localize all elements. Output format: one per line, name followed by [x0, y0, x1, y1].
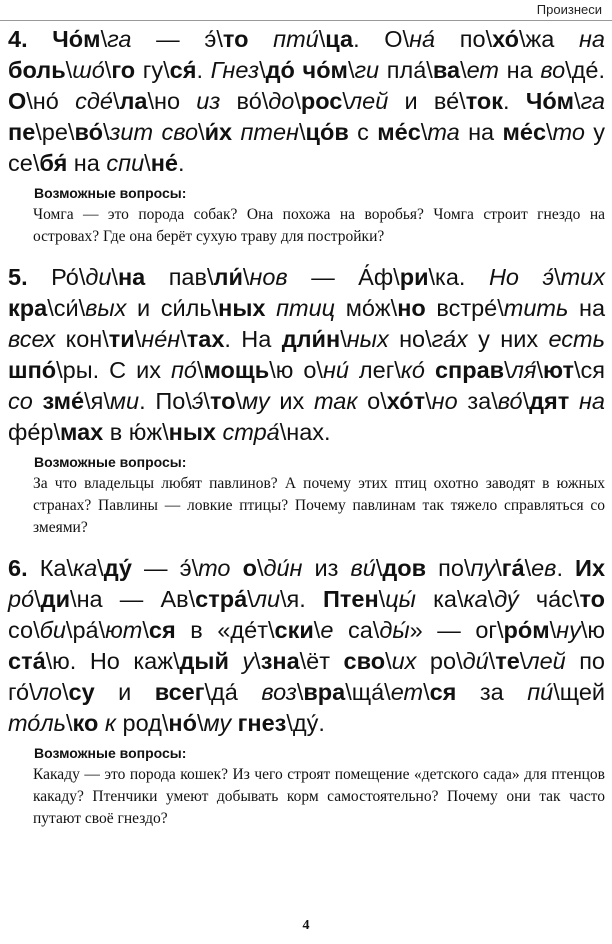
exercise-4 [8, 24, 605, 248]
text-segment: \ [519, 648, 527, 674]
text-segment: \ся [573, 357, 605, 383]
reduced-syllable: но [431, 388, 458, 414]
text-segment: на [67, 150, 107, 176]
reduced-syllable: би [39, 617, 66, 643]
text-segment: » — ог\ [409, 617, 504, 643]
stressed-syllable: О [8, 88, 27, 114]
reduced-syllable: му [203, 710, 232, 736]
text-segment: \ [134, 326, 142, 352]
text-segment: \ду́. [286, 710, 325, 736]
text-segment: на [459, 119, 503, 145]
text-segment: \ [294, 88, 301, 114]
reduced-syllable: э́ [191, 388, 204, 414]
exercise-number: 4. [8, 26, 28, 52]
stressed-syllable: ди [40, 586, 71, 612]
text-segment: \ [347, 57, 355, 83]
text-segment: из [302, 555, 351, 581]
text-segment: во́\ [220, 88, 269, 114]
text-segment: \ [340, 326, 347, 352]
text-segment: \ [487, 586, 495, 612]
text-segment: ча́с\ [518, 586, 580, 612]
text-segment: \де́. [565, 57, 606, 83]
text-segment: \ [112, 88, 120, 114]
text-segment: \ [546, 119, 553, 145]
text-segment: с [348, 119, 378, 145]
reduced-syllable: во [540, 57, 566, 83]
text-segment: \ [242, 264, 250, 290]
text-segment [295, 57, 303, 83]
reduced-syllable: на [578, 388, 605, 414]
reduced-syllable: шо́ [72, 57, 105, 83]
text-segment: их [269, 388, 314, 414]
questions-text: За что владельцы любят павлинов? А почему этих птиц охотно заводят в южных странах? Павлины — ловкие птицы? Почему павлинам так тяжело справляться со змеями? [33, 475, 605, 536]
text-segment: — э́\ [131, 26, 223, 52]
exercise-body [8, 264, 605, 445]
stressed-syllable: кра [8, 295, 48, 321]
text-segment [231, 555, 243, 581]
reduced-syllable: ро́ [8, 586, 35, 612]
text-segment: и ве́\ [388, 88, 466, 114]
reduced-syllable: до [268, 88, 295, 114]
text-segment: \ [198, 119, 205, 145]
reduced-syllable: ми [109, 388, 140, 414]
text-segment: \ [378, 586, 386, 612]
text-segment: \ю. Но каж\ [45, 648, 180, 674]
reduced-syllable: то [552, 119, 585, 145]
text-segment: \ [342, 88, 349, 114]
stressed-syllable: то [222, 26, 249, 52]
reduced-syllable: пу [470, 555, 496, 581]
text-segment: . [177, 150, 185, 176]
reduced-syllable: во́ [497, 388, 523, 414]
reduced-syllable: есть [548, 326, 605, 352]
reduced-syllable: зит [109, 119, 154, 145]
page-content [8, 24, 605, 830]
text-segment [33, 388, 43, 414]
text-segment: \нах. [279, 419, 331, 445]
stressed-syllable: хо́т [386, 388, 426, 414]
reduced-syllable: пи́ [527, 679, 554, 705]
text-segment: \ [574, 88, 581, 114]
stressed-syllable: те [495, 648, 520, 674]
text-segment: \ [104, 57, 112, 83]
text-segment: \ [61, 679, 69, 705]
reduced-syllable: ка [463, 586, 488, 612]
text-segment: \ [298, 119, 306, 145]
exercise-body [8, 26, 605, 176]
text-segment: \ [549, 617, 557, 643]
text-segment: \но [147, 88, 197, 114]
text-segment: за [456, 679, 528, 705]
stressed-syllable: о [242, 555, 257, 581]
text-segment: \ [522, 388, 530, 414]
text-segment: на [498, 57, 541, 83]
reduced-syllable: нов [249, 264, 288, 290]
exercise-5 [8, 262, 605, 539]
text-segment: \ [385, 648, 392, 674]
exercise-text [8, 553, 605, 739]
text-segment: по\ [435, 26, 493, 52]
stressed-syllable: зме́ [42, 388, 85, 414]
running-header: Произнеси [536, 2, 602, 17]
stressed-syllable: ме́с [502, 119, 547, 145]
text-segment: \да́ [204, 679, 262, 705]
reduced-syllable: ет [390, 679, 424, 705]
text-segment: по го́\ [8, 648, 606, 705]
text-segment: \жа [518, 26, 579, 52]
text-segment: пав\ [145, 264, 214, 290]
stressed-syllable: но [397, 295, 426, 321]
text-segment: . О\ [353, 26, 410, 52]
stressed-syllable: Чо́м [525, 88, 575, 114]
text-segment: \на — Ав\ [70, 586, 196, 612]
text-segment: в «де́т\ [175, 617, 275, 643]
reduced-syllable: спи [106, 150, 145, 176]
reduced-syllable: на [578, 26, 605, 52]
text-segment: — э́\ [131, 555, 199, 581]
text-segment: в ю́ж\ [103, 419, 169, 445]
reduced-syllable: е [320, 617, 334, 643]
reduced-syllable: ка [72, 555, 98, 581]
reduced-syllable: ко́ [400, 357, 425, 383]
stressed-syllable: дов [382, 555, 427, 581]
stressed-syllable: ти [108, 326, 135, 352]
reduced-syllable: всех [8, 326, 56, 352]
text-segment: и си́ль\ [126, 295, 219, 321]
stressed-syllable: хо́ [492, 26, 519, 52]
reduced-syllable: на́ [409, 26, 436, 52]
reduced-syllable: их [391, 648, 417, 674]
reduced-syllable: тих [560, 264, 605, 290]
text-segment: кон\ [55, 326, 109, 352]
exercise-number: 6. [8, 555, 28, 581]
text-segment: по\ [426, 555, 471, 581]
text-segment: . По\ [139, 388, 192, 414]
reduced-syllable: цы́ [385, 586, 416, 612]
stressed-syllable: мощь [203, 357, 270, 383]
text-segment: \ры. С их [56, 357, 171, 383]
exercise-text [8, 262, 605, 448]
text-segment: пла́\ [379, 57, 433, 83]
text-segment: \щей [553, 679, 606, 705]
text-segment: \ре\ [35, 119, 75, 145]
stressed-syllable: то [209, 388, 236, 414]
text-segment: \ёт [299, 648, 344, 674]
text-segment: \ [65, 57, 73, 83]
stressed-syllable: не́ [150, 150, 178, 176]
reduced-syllable: сде́ [75, 88, 113, 114]
reduced-syllable: у [242, 648, 255, 674]
text-segment: \ [460, 57, 467, 83]
text-segment: \ [504, 357, 511, 383]
reduced-syllable: ди [85, 264, 112, 290]
text-segment: \ [254, 648, 261, 674]
text-segment: за\ [457, 388, 498, 414]
reduced-syllable: пти́ [273, 26, 319, 52]
reduced-syllable: ну [556, 617, 581, 643]
reduced-syllable: ду́ [494, 586, 519, 612]
reduced-syllable: лей [348, 88, 389, 114]
exercise-body [8, 555, 605, 736]
reduced-syllable: стра́ [222, 419, 280, 445]
text-segment [265, 295, 276, 321]
header-rule [0, 20, 612, 21]
text-segment: \ [524, 555, 532, 581]
stressed-syllable: всег [154, 679, 205, 705]
stressed-syllable: ных [168, 419, 216, 445]
stressed-syllable: на [117, 264, 146, 290]
stressed-syllable: пе [8, 119, 36, 145]
stressed-syllable: стра́ [195, 586, 248, 612]
stressed-syllable: ся [148, 617, 176, 643]
text-segment: \ [536, 357, 543, 383]
text-segment [569, 388, 579, 414]
text-segment: лег\ [348, 357, 401, 383]
text-segment: \ [259, 57, 266, 83]
text-segment: \ [102, 119, 110, 145]
reduced-syllable: ля́ [510, 357, 537, 383]
reduced-syllable: ло [35, 679, 62, 705]
stressed-syllable: ва [432, 57, 461, 83]
reduced-syllable: по́ [170, 357, 197, 383]
reduced-syllable: воз [261, 679, 297, 705]
reduced-syllable: ют [105, 617, 143, 643]
text-segment: \ [235, 388, 243, 414]
text-segment: гу\ [135, 57, 170, 83]
stressed-syllable: чо́м [302, 57, 348, 83]
questions-text: Какаду — это порода кошек? Из чего строят помещение «детского сада» для птенцов какаду? Птенчики умеют добывать корм самостоятельно? Почему они так часто путают своё гнездо? [33, 766, 605, 827]
text-segment: \ща́\ [345, 679, 391, 705]
stressed-syllable: Птен [322, 586, 379, 612]
text-segment: \ [203, 388, 210, 414]
stressed-syllable: то [579, 586, 606, 612]
exercise-number: 5. [8, 264, 28, 290]
exercise-6 [8, 553, 605, 830]
text-segment: \ [144, 150, 151, 176]
stressed-syllable: бя́ [39, 150, 68, 176]
text-segment: \ [318, 26, 326, 52]
reduced-syllable: ды́ [379, 617, 410, 643]
reduced-syllable: му [242, 388, 270, 414]
text-segment: но\ [388, 326, 432, 352]
reduced-syllable: ных [346, 326, 389, 352]
stressed-syllable: тах [186, 326, 225, 352]
reduced-syllable: со [8, 388, 33, 414]
text-segment: у се\ [8, 119, 606, 176]
reduced-syllable: тить [503, 295, 569, 321]
stressed-syllable: боль [8, 57, 66, 83]
text-segment: ка\ [415, 586, 464, 612]
text-segment: \си́\ [47, 295, 86, 321]
text-segment: са\ [333, 617, 380, 643]
text-segment [519, 264, 543, 290]
stressed-syllable: шпо́ [8, 357, 57, 383]
text-segment: встре́\ [425, 295, 504, 321]
reduced-syllable: то [198, 555, 231, 581]
text-segment: \ [196, 357, 204, 383]
exercise-text [8, 24, 605, 179]
stressed-syllable: Чо́м [52, 26, 101, 52]
reduced-syllable: Но [488, 264, 519, 290]
text-segment: \ [488, 648, 496, 674]
reduced-syllable: э́ [542, 264, 555, 290]
text-segment: мо́ж\ [335, 295, 398, 321]
text-segment: . [556, 555, 576, 581]
reduced-syllable: ет [466, 57, 499, 83]
stressed-syllable: и́х [204, 119, 233, 145]
text-segment: — А́ф\ [287, 264, 400, 290]
reduced-syllable: так [313, 388, 358, 414]
stressed-syllable: рос [300, 88, 343, 114]
stressed-syllable: ся́ [169, 57, 197, 83]
text-segment: о\ [357, 388, 387, 414]
stressed-syllable: дли́н [281, 326, 341, 352]
stressed-syllable: ся [429, 679, 457, 705]
stressed-syllable: Их [575, 555, 606, 581]
text-segment: \ю [580, 617, 605, 643]
stressed-syllable: га́ [501, 555, 525, 581]
questions-text: Чомга — это порода собак? Она похожа на воробья? Чомга строит гнездо на островах? Где она берёт сухую траву для постройки? [33, 206, 605, 245]
stressed-syllable: ко [72, 710, 99, 736]
stressed-syllable: цо́в [305, 119, 349, 145]
text-segment: \ [111, 264, 118, 290]
stressed-syllable: го [111, 57, 136, 83]
text-segment: Ро́\ [51, 264, 86, 290]
reduced-syllable: ги [354, 57, 380, 83]
text-segment: и [94, 679, 155, 705]
text-segment: \я. [280, 586, 323, 612]
text-segment [248, 26, 273, 52]
reduced-syllable: га [580, 88, 606, 114]
reduced-syllable: ви́ [350, 555, 376, 581]
text-segment: \ка. [428, 264, 489, 290]
text-segment: \ [180, 326, 187, 352]
stressed-syllable: гнез [237, 710, 287, 736]
reduced-syllable: птиц [276, 295, 336, 321]
text-segment: \ [142, 617, 149, 643]
text-segment: \ра́\ [65, 617, 106, 643]
stressed-syllable: сво [343, 648, 386, 674]
text-segment: \ [34, 586, 41, 612]
text-segment: . [196, 57, 211, 83]
reduced-syllable: из [196, 88, 221, 114]
reduced-syllable: птен [240, 119, 299, 145]
text-segment: . На [224, 326, 282, 352]
text-segment [425, 357, 435, 383]
text-segment: \ [554, 264, 561, 290]
text-segment: \ [100, 26, 108, 52]
text-segment: \ [313, 617, 321, 643]
stressed-syllable: ют [542, 357, 574, 383]
reduced-syllable: ев [531, 555, 557, 581]
stressed-syllable: до́ [265, 57, 295, 83]
text-segment: род\ [115, 710, 169, 736]
stressed-syllable: ла [119, 88, 148, 114]
reduced-syllable: не́н [141, 326, 181, 352]
reduced-syllable: ли [253, 586, 281, 612]
text-segment: \ [375, 555, 383, 581]
stressed-syllable: зна [260, 648, 300, 674]
reduced-syllable: к [104, 710, 116, 736]
text-segment: \ю о\ [269, 357, 323, 383]
text-segment: \ [256, 555, 264, 581]
stressed-syllable: мах [60, 419, 104, 445]
text-segment: со\ [8, 617, 40, 643]
questions-heading: Возможные вопросы: [34, 745, 187, 761]
text-segment: \но́ [26, 88, 76, 114]
text-segment: \ [296, 679, 304, 705]
text-segment: \ [425, 388, 432, 414]
stressed-syllable: ри [399, 264, 429, 290]
text-segment: \я\ [84, 388, 110, 414]
stressed-syllable: дый [179, 648, 229, 674]
stressed-syllable: справ [434, 357, 505, 383]
text-segment: \ [495, 555, 502, 581]
text-segment: \ [420, 119, 428, 145]
text-segment: \ [66, 710, 73, 736]
stressed-syllable: ски [274, 617, 314, 643]
text-segment: на [568, 295, 606, 321]
stressed-syllable: ца [325, 26, 354, 52]
reduced-syllable: Гнез [210, 57, 260, 83]
questions-heading: Возможные вопросы: [34, 185, 187, 201]
page-number: 4 [302, 918, 310, 933]
reduced-syllable: ди́ [462, 648, 489, 674]
text-segment: . [503, 88, 526, 114]
reduced-syllable: га́х [431, 326, 468, 352]
text-segment: \ [97, 555, 104, 581]
text-segment: \ [196, 710, 204, 736]
reduced-syllable: лей [526, 648, 566, 674]
stressed-syllable: дят [529, 388, 570, 414]
stressed-syllable: во́ [74, 119, 103, 145]
stressed-syllable: ста́ [8, 648, 46, 674]
stressed-syllable: ме́с [377, 119, 421, 145]
reduced-syllable: сво [161, 119, 199, 145]
reduced-syllable: вых [85, 295, 127, 321]
text-segment: \ [247, 586, 254, 612]
reduced-syllable: ди́н [263, 555, 303, 581]
reduced-syllable: то́ль [8, 710, 66, 736]
reduced-syllable: та [427, 119, 460, 145]
stressed-syllable: ду́ [103, 555, 132, 581]
stressed-syllable: ли́ [213, 264, 243, 290]
text-segment: у них [467, 326, 549, 352]
stressed-syllable: ных [218, 295, 266, 321]
text-segment [229, 648, 243, 674]
text-segment: фе́р\ [8, 419, 61, 445]
stressed-syllable: вра [303, 679, 346, 705]
reduced-syllable: ни́ [322, 357, 349, 383]
stressed-syllable: ток [465, 88, 504, 114]
stressed-syllable: ро́м [503, 617, 550, 643]
reduced-syllable: га [107, 26, 132, 52]
text-segment: ро\ [416, 648, 463, 674]
stressed-syllable: но́ [168, 710, 197, 736]
text-segment: \ [423, 679, 430, 705]
stressed-syllable: су [68, 679, 95, 705]
questions-heading: Возможные вопросы: [34, 454, 187, 470]
text-segment: Ка\ [39, 555, 73, 581]
